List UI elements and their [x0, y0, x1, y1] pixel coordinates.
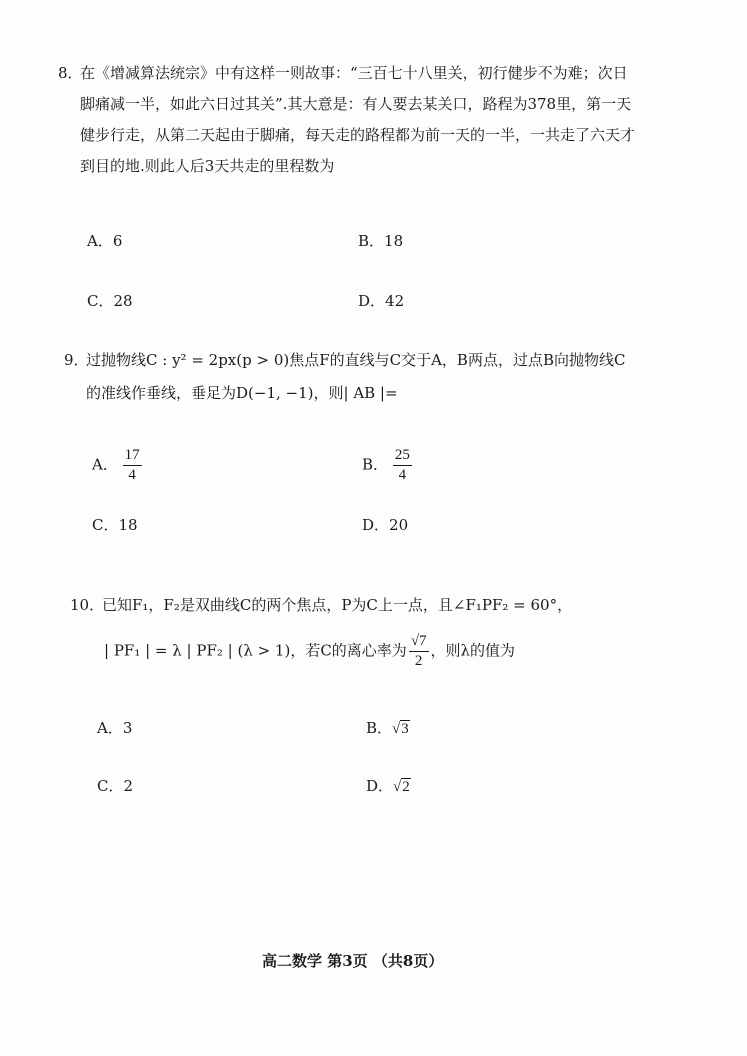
q8-option-c	[87, 290, 133, 311]
q8-option-a	[87, 230, 122, 251]
fraction: $\frac{25}{4}$	[394, 447, 410, 483]
option-label: C．	[87, 292, 114, 310]
q9-option-c	[92, 514, 138, 535]
q9-option-d	[362, 514, 408, 535]
option-label: A．	[92, 455, 118, 474]
question-10-number: 10．	[70, 596, 105, 614]
question-10-line-2	[104, 632, 515, 671]
eccentricity-fraction: $\frac{√7}{2}$	[410, 633, 427, 669]
question-9-line-1: 过抛物线C : y² = 2px(p > 0)焦点F的直线与C交于A，B两点，过点B向抛物线C	[86, 351, 626, 369]
question-8-line-3: 健步行走，从第二天起由于脚痛，每天走的路程都为前一天的一半，一共走了六天才	[80, 126, 636, 144]
line-2-prefix: | PF₁ | = λ | PF₂ | (λ > 1)，若C的离心率为	[104, 641, 407, 660]
q10-option-b	[366, 717, 410, 738]
question-9-line-2: 的准线作垂线，垂足为D(−1, −1)，则| AB |=	[86, 384, 398, 402]
option-value: 42	[385, 292, 405, 310]
option-value: 3	[122, 719, 133, 737]
question-9-number: 9．	[64, 351, 89, 369]
q10-option-c	[97, 775, 133, 796]
question-8-line-2: 脚痛减一半，如此六日过其关”.其大意是：有人要去某关口，路程为378里，第一天	[80, 95, 632, 113]
question-8-line-1: 在《增减算法统宗》中有这样一则故事：“三百七十八里关，初行健步不为难；次日	[80, 64, 628, 82]
option-label: B．	[366, 719, 393, 737]
option-label: D．	[358, 292, 386, 310]
option-value: 2	[123, 777, 134, 795]
square-root: √2	[393, 779, 410, 795]
option-label: C．	[97, 777, 124, 795]
option-value: 28	[113, 292, 133, 310]
square-root: √3	[392, 721, 409, 737]
option-label: D．	[366, 777, 394, 795]
option-label: A．	[87, 232, 113, 250]
question-8-line-4: 到目的地.则此人后3天共走的里程数为	[80, 157, 335, 175]
page-footer: 高二数学 第3页 （共8页）	[262, 952, 444, 970]
question-8-number: 8．	[58, 64, 83, 82]
q9-option-b	[362, 446, 412, 485]
option-value: 18	[384, 232, 404, 250]
q10-option-a	[97, 717, 132, 738]
option-label: B．	[358, 232, 385, 250]
q8-option-b	[358, 230, 403, 251]
option-label: A．	[97, 719, 123, 737]
q9-option-a	[92, 446, 142, 485]
option-value: 6	[112, 232, 123, 250]
option-label: C．	[92, 516, 119, 534]
option-label: B．	[362, 455, 389, 474]
q10-option-d	[366, 775, 411, 796]
option-value: 18	[118, 516, 138, 534]
q8-option-d	[358, 290, 404, 311]
option-value: 20	[389, 516, 409, 534]
fraction: $\frac{17}{4}$	[124, 447, 140, 483]
line-2-suffix: ，则λ的值为	[430, 641, 516, 660]
option-label: D．	[362, 516, 390, 534]
question-10-line-1: 已知F₁，F₂是双曲线C的两个焦点，P为C上一点，且∠F₁PF₂ = 60°，	[102, 596, 573, 614]
